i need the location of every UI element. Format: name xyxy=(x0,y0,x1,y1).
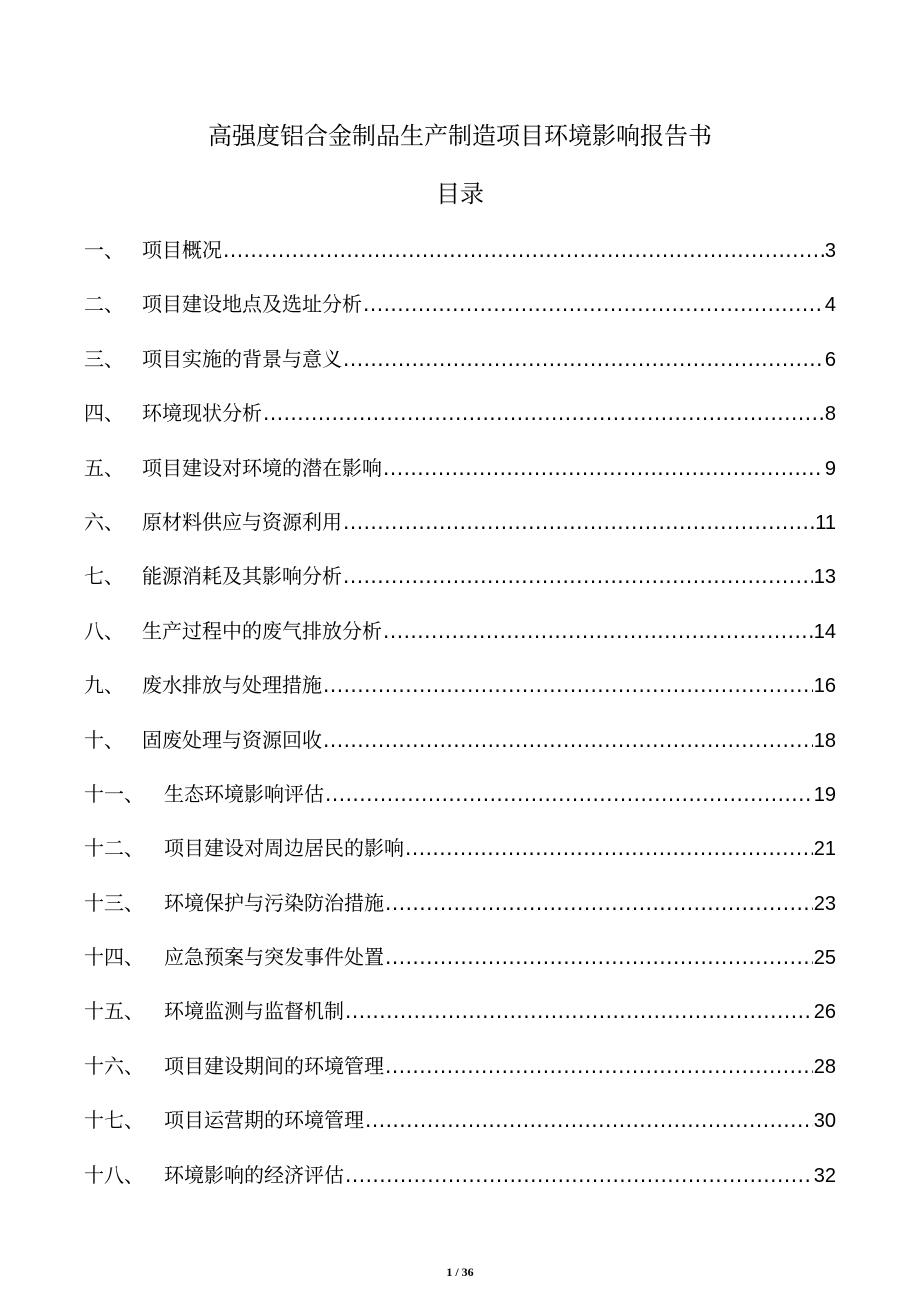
table-of-contents xyxy=(84,232,836,1211)
toc-entry-page: 8 xyxy=(824,403,836,426)
toc-entry-number: 十八、 xyxy=(84,1162,144,1187)
toc-leader-dots xyxy=(343,341,824,377)
toc-entry-number: 一、 xyxy=(84,238,124,262)
toc-entry-title: 应急预案与突发事件处置 xyxy=(164,945,384,970)
toc-entry-page: 25 xyxy=(813,947,836,970)
toc-entry-page: 30 xyxy=(813,1110,836,1133)
toc-entry-8[interactable] xyxy=(84,613,836,667)
toc-leader-dots xyxy=(345,993,813,1029)
toc-entry-6[interactable] xyxy=(84,504,836,558)
toc-entry-title: 生态环境影响评估 xyxy=(164,781,324,806)
toc-entry-title: 能源消耗及其影响分析 xyxy=(142,564,342,589)
toc-entry-page: 6 xyxy=(824,348,836,371)
toc-entry-title: 环境现状分析 xyxy=(142,401,262,426)
toc-entry-5[interactable] xyxy=(84,450,836,504)
toc-entry-1[interactable] xyxy=(84,232,836,286)
toc-entry-15[interactable] xyxy=(84,993,836,1047)
toc-entry-number: 十、 xyxy=(84,727,124,752)
toc-entry-page: 26 xyxy=(813,1001,836,1024)
toc-leader-dots xyxy=(323,667,813,703)
toc-entry-17[interactable] xyxy=(84,1102,836,1156)
toc-entry-number: 十四、 xyxy=(84,945,144,970)
toc-leader-dots xyxy=(385,1048,813,1084)
toc-entry-13[interactable] xyxy=(84,885,836,939)
toc-leader-dots xyxy=(325,776,813,812)
page-number: 1 / 36 xyxy=(446,1265,474,1279)
toc-heading: 目录 xyxy=(436,180,484,208)
toc-entry-title: 项目建设对环境的潜在影响 xyxy=(142,455,382,480)
toc-entry-number: 十五、 xyxy=(84,999,144,1024)
toc-entry-number: 七、 xyxy=(84,564,124,589)
toc-entry-16[interactable] xyxy=(84,1048,836,1102)
toc-entry-14[interactable] xyxy=(84,939,836,993)
toc-entry-11[interactable] xyxy=(84,776,836,830)
toc-leader-dots xyxy=(343,504,814,540)
toc-entry-number: 六、 xyxy=(84,509,124,534)
toc-entry-9[interactable] xyxy=(84,667,836,721)
toc-entry-3[interactable] xyxy=(84,341,836,395)
toc-entry-title: 生产过程中的废气排放分析 xyxy=(142,618,382,643)
toc-leader-dots xyxy=(223,232,824,268)
toc-entry-7[interactable] xyxy=(84,558,836,612)
toc-leader-dots xyxy=(383,613,813,649)
toc-entry-number: 三、 xyxy=(84,346,124,371)
toc-entry-title: 原材料供应与资源利用 xyxy=(142,509,342,534)
toc-entry-number: 五、 xyxy=(84,455,124,480)
toc-leader-dots xyxy=(263,395,824,431)
toc-entry-page: 32 xyxy=(813,1164,836,1187)
toc-entry-title: 项目建设地点及选址分析 xyxy=(142,292,362,317)
toc-entry-number: 十七、 xyxy=(84,1108,144,1133)
toc-entry-page: 9 xyxy=(824,457,836,480)
toc-entry-4[interactable] xyxy=(84,395,836,449)
toc-leader-dots xyxy=(343,558,813,594)
toc-entry-number: 九、 xyxy=(84,673,124,698)
toc-entry-page: 16 xyxy=(813,675,836,698)
toc-entry-number: 十三、 xyxy=(84,890,144,915)
toc-entry-title: 固废处理与资源回收 xyxy=(142,727,322,752)
toc-entry-title: 项目建设期间的环境管理 xyxy=(164,1053,384,1078)
toc-entry-title: 项目建设对周边居民的影响 xyxy=(164,836,404,861)
toc-entry-page: 11 xyxy=(815,511,836,534)
toc-entry-number: 二、 xyxy=(84,292,124,317)
toc-leader-dots xyxy=(365,1102,813,1138)
toc-entry-title: 废水排放与处理措施 xyxy=(142,673,322,698)
toc-entry-page: 3 xyxy=(824,240,836,262)
toc-leader-dots xyxy=(405,830,813,866)
toc-entry-title: 项目概况 xyxy=(142,238,222,262)
toc-entry-page: 19 xyxy=(813,783,836,806)
toc-entry-title: 环境保护与污染防治措施 xyxy=(164,890,384,915)
toc-entry-page: 4 xyxy=(824,294,836,317)
toc-leader-dots xyxy=(383,450,824,486)
toc-entry-title: 环境影响的经济评估 xyxy=(164,1162,344,1187)
toc-entry-title: 项目实施的背景与意义 xyxy=(142,346,342,371)
toc-entry-12[interactable] xyxy=(84,830,836,884)
toc-leader-dots xyxy=(323,722,813,758)
toc-leader-dots xyxy=(385,939,813,975)
toc-leader-dots xyxy=(385,885,813,921)
toc-entry-page: 18 xyxy=(813,729,836,752)
toc-entry-title: 项目运营期的环境管理 xyxy=(164,1108,364,1133)
toc-entry-18[interactable] xyxy=(84,1157,836,1211)
toc-leader-dots xyxy=(363,286,824,322)
toc-entry-page: 28 xyxy=(813,1055,836,1078)
document-title: 高强度铝合金制品生产制造项目环境影响报告书 xyxy=(208,122,712,150)
toc-entry-page: 13 xyxy=(813,566,836,589)
toc-entry-10[interactable] xyxy=(84,722,836,776)
toc-entry-number: 四、 xyxy=(84,401,124,426)
toc-entry-title: 环境监测与监督机制 xyxy=(164,999,344,1024)
toc-entry-2[interactable] xyxy=(84,286,836,340)
toc-entry-page: 14 xyxy=(813,620,836,643)
toc-entry-number: 八、 xyxy=(84,618,124,643)
toc-entry-number: 十二、 xyxy=(84,836,144,861)
toc-leader-dots xyxy=(345,1157,813,1193)
toc-entry-number: 十六、 xyxy=(84,1053,144,1078)
toc-entry-number: 十一、 xyxy=(84,781,144,806)
toc-entry-page: 21 xyxy=(813,838,836,861)
toc-entry-page: 23 xyxy=(813,892,836,915)
